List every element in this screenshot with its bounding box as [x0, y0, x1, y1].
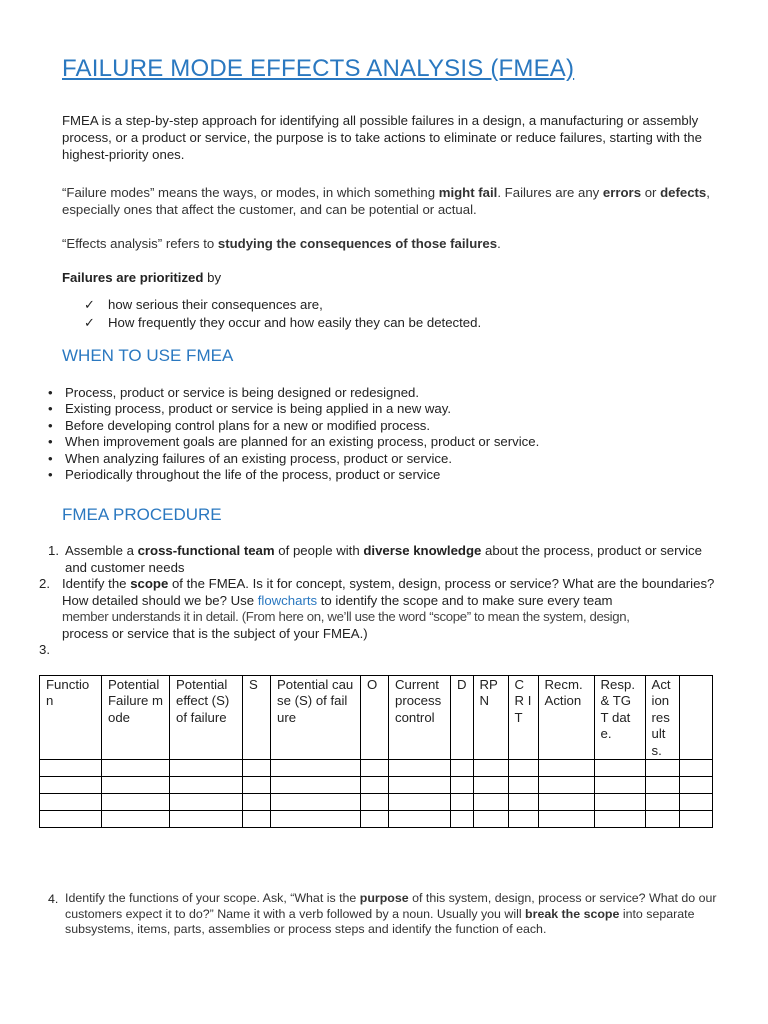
text: “Effects analysis” refers to [62, 236, 218, 251]
table-cell[interactable] [170, 794, 243, 811]
table-cell[interactable] [594, 777, 645, 794]
table-cell[interactable] [594, 760, 645, 777]
column-header-failure-effect: Potential effect (S) of failure [170, 676, 243, 760]
table-cell[interactable] [645, 811, 679, 828]
table-cell[interactable] [170, 777, 243, 794]
text: process or service that is the subject of your FMEA.) [62, 625, 368, 641]
when-to-use-heading: WHEN TO USE FMEA [62, 346, 234, 365]
table-cell[interactable] [389, 794, 451, 811]
step-number: 4. [48, 892, 59, 906]
table-cell[interactable] [243, 811, 271, 828]
table-cell[interactable] [451, 777, 474, 794]
column-header-action-results: Act ion res ult s. [645, 676, 679, 760]
checklist-item [84, 314, 481, 332]
table-cell[interactable] [361, 777, 389, 794]
table-cell[interactable] [102, 777, 170, 794]
table-cell[interactable] [102, 760, 170, 777]
table-cell[interactable] [451, 794, 474, 811]
table-cell[interactable] [508, 777, 538, 794]
checkmark-icon: ✓ [84, 297, 96, 312]
procedure-heading: FMEA PROCEDURE [62, 505, 222, 524]
bold-text: errors [602, 185, 642, 200]
table-cell[interactable] [170, 811, 243, 828]
table-cell[interactable] [451, 760, 474, 777]
table-cell[interactable] [538, 777, 594, 794]
fmea-table [39, 675, 713, 828]
bullet-icon: • [48, 401, 53, 417]
table-cell[interactable] [271, 760, 361, 777]
intro-paragraph: FMEA is a step-by-step approach for identifying all possible failures in a design, a manufacturing or assembly process, or a product or service, the purpose is to take actions to eliminate or reduce failures, starting with the highest-priority ones. [62, 113, 702, 162]
column-header-function: Functio n [40, 676, 102, 760]
step-number: 1. [48, 543, 59, 558]
step-text [65, 891, 725, 938]
checklist-item [84, 296, 481, 314]
text: or [641, 185, 661, 200]
text: . [497, 236, 501, 251]
table-cell[interactable] [389, 777, 451, 794]
text: to identify the scope and to make sure every team [317, 592, 613, 608]
table-cell[interactable] [102, 811, 170, 828]
text: Identify the [62, 576, 131, 591]
list-item-text: Existing process, product or service is being applied in a new way. [65, 401, 452, 417]
table-cell[interactable] [508, 794, 538, 811]
checkmark-icon: ✓ [84, 315, 96, 330]
step-text [62, 576, 728, 642]
table-cell[interactable] [361, 794, 389, 811]
list-item [48, 467, 738, 483]
bullet-icon: • [48, 434, 53, 450]
table-cell[interactable] [102, 794, 170, 811]
text: “Failure modes” means the ways, or modes, in which something [62, 185, 439, 200]
failure-modes-paragraph [62, 184, 712, 218]
table-row [40, 777, 713, 794]
table-cell[interactable] [243, 760, 271, 777]
bold-text: purpose [359, 891, 409, 905]
bullet-icon: • [48, 467, 53, 483]
bullet-icon: • [48, 450, 53, 466]
table-cell[interactable] [40, 777, 102, 794]
checklist-item-text: how serious their consequences are, [108, 297, 323, 312]
table-cell[interactable] [645, 777, 679, 794]
table-cell[interactable] [594, 794, 645, 811]
bold-text: diverse knowledge [363, 543, 482, 558]
table-row [40, 811, 713, 828]
list-item [48, 401, 738, 417]
table-cell[interactable] [40, 760, 102, 777]
table-cell[interactable] [473, 760, 508, 777]
text: into separate subsystems, items, parts, assemblies or process steps and identify the function of each. [65, 906, 695, 937]
column-header-process-control: Current process control [389, 676, 451, 760]
table-cell[interactable] [679, 777, 712, 794]
step-number: 2. [39, 576, 50, 591]
table-cell[interactable] [538, 811, 594, 828]
table-cell[interactable] [594, 811, 645, 828]
list-item-text: Process, product or service is being designed or redesigned. [65, 385, 420, 400]
table-cell[interactable] [389, 811, 451, 828]
column-header-failure-mode: Potential Failure mode [102, 676, 170, 760]
table-cell[interactable] [645, 794, 679, 811]
table-header-row [40, 676, 713, 760]
table-cell[interactable] [271, 794, 361, 811]
list-item [48, 451, 738, 467]
table-cell[interactable] [508, 811, 538, 828]
checklist-item-text: How frequently they occur and how easily they can be detected. [108, 315, 482, 330]
step-line [62, 609, 728, 626]
priority-checklist [84, 296, 481, 332]
text: of people with [274, 543, 364, 558]
column-header-blank [679, 676, 712, 760]
bold-text: Failures are prioritized [62, 270, 204, 285]
list-item-text: When improvement goals are planned for an existing process, product or service. [65, 434, 540, 450]
table-cell[interactable] [243, 794, 271, 811]
text: of this system, design, process or service? What do our customers expect it to do?” Name it with a verb followed by a noun. Usually you will [65, 891, 717, 921]
column-header-responsibility: Resp. & TGT date. [594, 676, 645, 760]
table-cell[interactable] [538, 794, 594, 811]
step-text [65, 543, 705, 576]
bold-text: cross-functional team [137, 543, 275, 558]
table-cell[interactable] [361, 811, 389, 828]
table-cell[interactable] [271, 811, 361, 828]
column-header-rpn: RP N [473, 676, 508, 760]
table-cell[interactable] [473, 777, 508, 794]
step-line [62, 626, 728, 643]
text: , especially ones that affect the customer, and can be potential or actual. [62, 185, 710, 217]
table-cell[interactable] [389, 760, 451, 777]
column-header-occurrence: O [361, 676, 389, 760]
table-row [40, 794, 713, 811]
list-item-text: Periodically throughout the life of the process, product or service [65, 467, 441, 483]
flowcharts-link[interactable]: flowcharts [257, 592, 318, 608]
text: . Failures are any [497, 185, 603, 200]
table-cell[interactable] [40, 811, 102, 828]
table-cell[interactable] [645, 760, 679, 777]
effects-paragraph [62, 235, 712, 252]
table-cell[interactable] [538, 760, 594, 777]
table-cell[interactable] [271, 777, 361, 794]
prioritized-paragraph [62, 269, 712, 286]
table-cell[interactable] [243, 777, 271, 794]
list-item-text: When analyzing failures of an existing process, product or service. [65, 450, 453, 466]
text: Assemble a [65, 543, 138, 558]
table-cell[interactable] [473, 794, 508, 811]
table-row [40, 760, 713, 777]
table-cell[interactable] [679, 811, 712, 828]
column-header-crit: CR IT [508, 676, 538, 760]
table-cell[interactable] [679, 760, 712, 777]
list-item [48, 434, 738, 450]
text: of the FMEA. Is it for concept, system, design, process or service? What are the boundaries? How detailed should we be? Use [62, 576, 715, 608]
list-item-text: Before developing control plans for a new or modified process. [65, 417, 431, 433]
column-header-detection: D [451, 676, 474, 760]
step-number: 3. [39, 642, 50, 657]
bold-text: defects [660, 185, 707, 200]
column-header-cause: Potential cause (S) of failure [271, 676, 361, 760]
text: about the process, product or service and customer needs [65, 543, 702, 575]
column-header-severity: S [243, 676, 271, 760]
bullet-icon: • [48, 385, 53, 400]
step-line [62, 576, 728, 609]
table-cell[interactable] [679, 794, 712, 811]
text: Identify the functions of your scope. Ask, “What is the [65, 891, 360, 905]
bold-text: break the scope [525, 906, 620, 921]
bold-text: might fail [438, 185, 498, 200]
column-header-recommended-action: Recm. Action [538, 676, 594, 760]
table-cell[interactable] [508, 760, 538, 777]
table-cell[interactable] [451, 811, 474, 828]
table-cell[interactable] [170, 760, 243, 777]
text: by [203, 270, 222, 285]
table-cell[interactable] [473, 811, 508, 828]
table-cell[interactable] [361, 760, 389, 777]
table-cell[interactable] [40, 794, 102, 811]
bold-text: studying the consequences of those failures [217, 236, 498, 251]
list-item [48, 418, 738, 434]
text: member understands it in detail. (From here on, we’ll use the word “scope” to mean the system, design, [62, 609, 630, 625]
bullet-icon: • [48, 417, 53, 433]
page-title: FAILURE MODE EFFECTS ANALYSIS (FMEA) [62, 55, 575, 82]
when-to-use-list [48, 385, 738, 483]
list-item [48, 385, 738, 401]
bold-text: scope [130, 576, 169, 591]
